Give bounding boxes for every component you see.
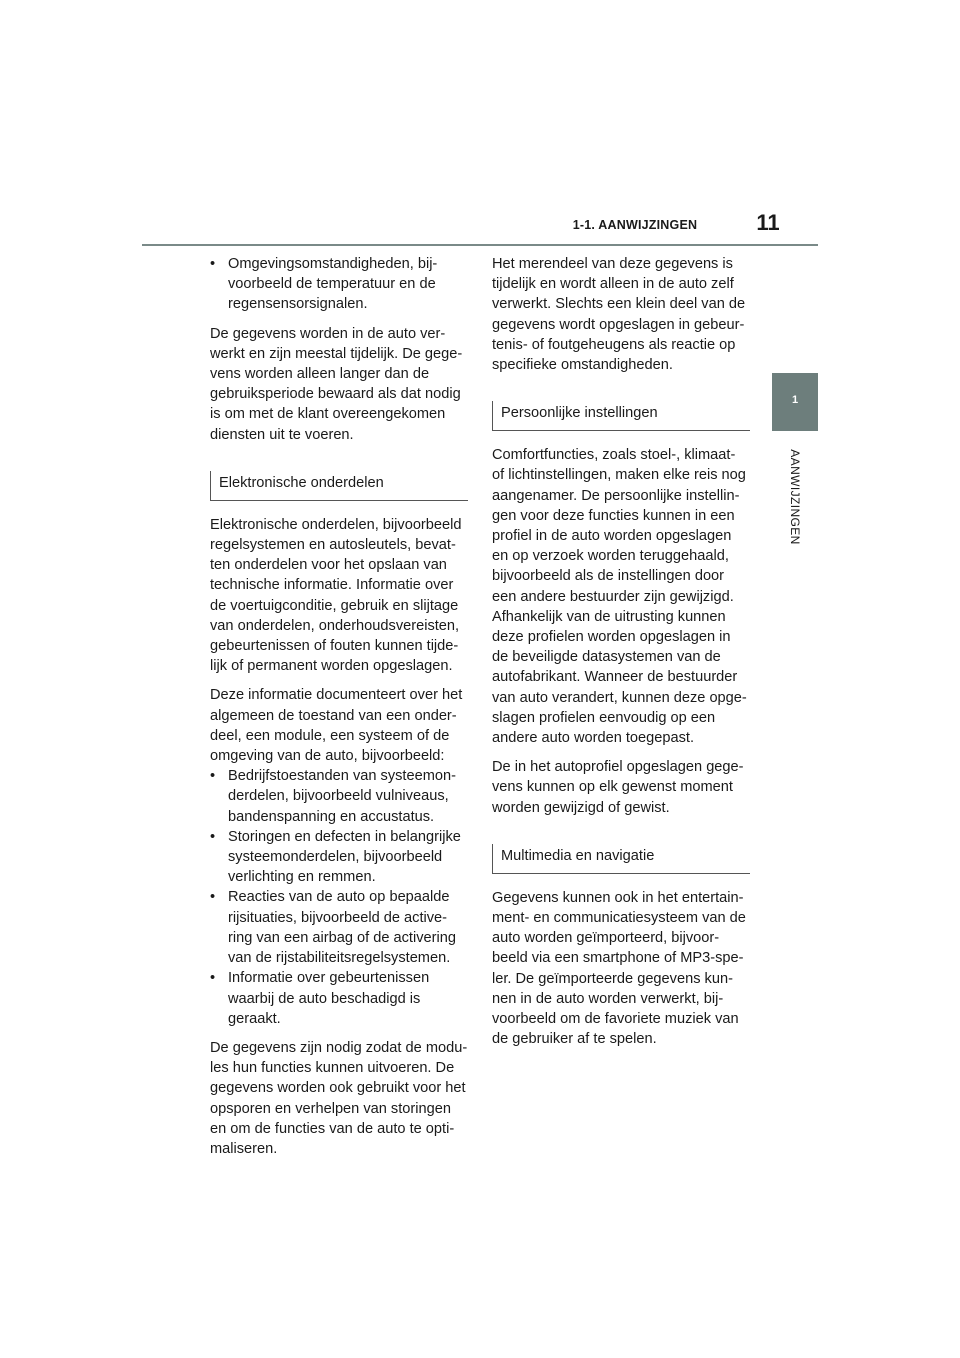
header-divider (142, 244, 818, 246)
paragraph: Elektronische onderdelen, bijvoorbeeld regelsystemen en autosleutels, bevat- ten onderdelen voor het opslaan van technische informatie. Informatie over de voertuigconditie, gebruik en slijtage van onderdelen, onderhoudsvereisten, gebeurtenissen of fouten kunnen tijde- lijk of permanent worden opgeslagen. (210, 516, 462, 675)
bullet-icon: • (210, 889, 216, 906)
list-item-text: Storingen en defecten in belangrijke systeemonderdelen, bijvoorbeeld verlichting en remmen. (228, 828, 461, 886)
paragraph: Comfortfuncties, zoals stoel-, klimaat- of lichtinstellingen, maken elke reis nog aangenamer. De persoonlijke instellin- gen voor deze functies kunnen in een profiel in de auto worden opgeslagen en op verzoek worden teruggehaald, bijvoorbeeld als de instellingen door een andere bestuurder zijn gewijzigd. Afhankelijk van de uitrusting kunnen deze profielen worden opgeslagen in de beveiligde datasystemen van de autofabrikant. Wanneer de bestuurder van auto verandert, kunnen deze opge- slagen profielen eenvoudig op een andere auto worden toegepast. (492, 447, 747, 747)
paragraph: De gegevens zijn nodig zodat de modu- les hun functies kunnen uitvoeren. De gegevens worden ook gebruikt voor het opsporen en verhelpen van storingen en om de functies van de auto te opti- maliseren. (210, 1039, 468, 1157)
paragraph: De in het autoprofiel opgeslagen gege- vens kunnen op elk gewenst moment worden gewijzigd of gewist. (492, 759, 744, 816)
section-heading-electronic-components: Elektronische onderdelen (210, 471, 468, 501)
paragraph: Deze informatie documenteert over het algemeen de toestand van een onder- deel, een module, een systeem of de omgeving van de auto, bijvoorbeeld: (210, 687, 463, 765)
bullet-icon: • (210, 256, 216, 272)
paragraph: Het merendeel van deze gegevens is tijdelijk en wordt alleen in de auto zelf verwerkt. Slechts een klein deel van de gegevens wordt opgeslagen in gebeur- tenis- of foutgeheugens als reactie op specifieke omstandigheden. (492, 256, 746, 374)
section-header: 1-1. AANWIJZINGEN (572, 218, 698, 232)
list-item-text: Bedrijfstoestanden van systeemon- derdelen, bijvoorbeeld vulniveaus, bandenspanning en accustatus. (228, 768, 456, 825)
page-number: 11 (756, 210, 780, 235)
list-item-text: Reacties van de auto op bepaalde rijsituaties, bijvoorbeeld de active- ring van een airbag of de activering van de rijstabiliteitsregelsystemen. (228, 889, 456, 967)
list-item (210, 827, 468, 888)
list-item (210, 887, 468, 968)
list-item-text: Informatie over gebeurtenissen waarbij de auto beschadigd is geraakt. (228, 970, 430, 1027)
paragraph: De gegevens worden in de auto ver- werkt en zijn meestal tijdelijk. De gege- vens worden alleen langer dan de gebruiksperiode bewaard als dat nodig is om met de klant overeengekomen diensten uit te voeren. (210, 325, 463, 443)
right-column (492, 254, 750, 1059)
chapter-tab-number: 1 (791, 394, 799, 406)
section-heading-multimedia-navigation: Multimedia en navigatie (492, 844, 750, 874)
list-item-text: Omgevingsomstandigheden, bij- voorbeeld de temperatuur en de regensensorsignalen. (228, 256, 438, 313)
paragraph: Gegevens kunnen ook in het entertain- ment- en communicatiesysteem van de auto worden geïmporteerd, bijvoor- beeld via een smartphone of MP3-spe- ler. De geïmporteerde gegevens kun- nen in de auto worden verwerkt, bij- voorbeeld om de favoriete muziek van de gebruiker af te spelen. (492, 889, 746, 1048)
list-item (210, 254, 468, 315)
bullet-icon: • (210, 768, 216, 785)
list-item (210, 968, 468, 1029)
bullet-icon: • (210, 970, 216, 987)
section-heading-personal-settings: Persoonlijke instellingen (492, 401, 750, 431)
bullet-icon: • (210, 828, 216, 845)
bullet-list (210, 766, 468, 1029)
intro-bullet-list (210, 254, 468, 315)
left-column (210, 254, 468, 1168)
chapter-tab-label: AANWIJZINGEN (788, 449, 802, 545)
list-item (210, 766, 468, 827)
